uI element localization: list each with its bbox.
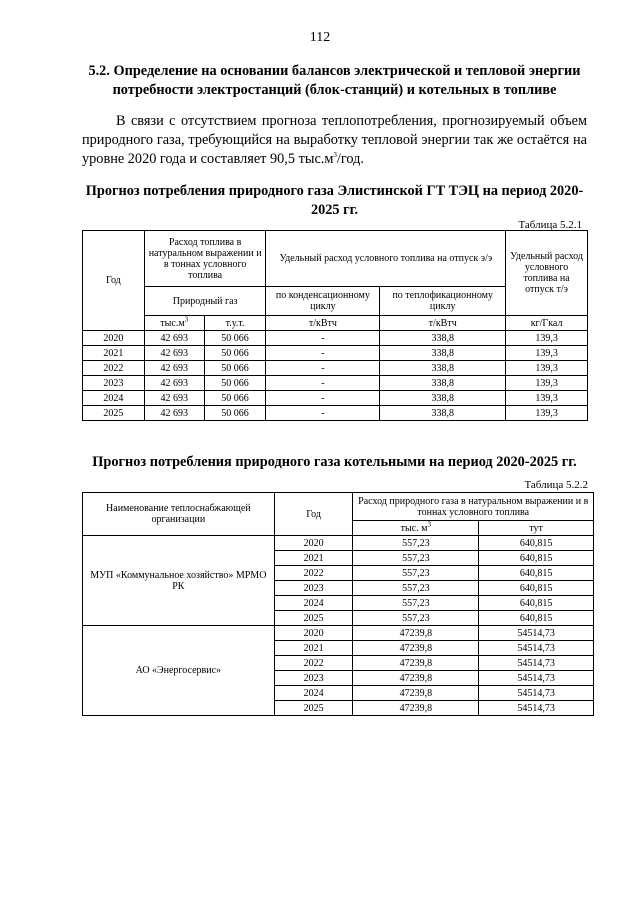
- cell-cond: -: [266, 346, 380, 361]
- cell-cond: -: [266, 406, 380, 421]
- cell-m3: 47239,8: [353, 641, 479, 656]
- cell-year: 2021: [274, 641, 353, 656]
- cell-tut: 640,815: [479, 536, 594, 551]
- cell-year: 2025: [83, 406, 145, 421]
- cell-m3: 557,23: [353, 611, 479, 626]
- cell-tut: 640,815: [479, 566, 594, 581]
- cell-tut: 50 066: [204, 361, 266, 376]
- header-specific-consumption: Удельный расход условного топлива на отпуск э/э: [266, 231, 506, 287]
- cell-gas: 42 693: [144, 346, 204, 361]
- cell-gas: 42 693: [144, 391, 204, 406]
- cell-tut: 50 066: [204, 406, 266, 421]
- unit-kwh-cond: т/кВтч: [266, 316, 380, 331]
- cell-tut: 54514,73: [479, 686, 594, 701]
- cell-year: 2022: [83, 361, 145, 376]
- cell-gas: 42 693: [144, 331, 204, 346]
- cell-m3: 47239,8: [353, 701, 479, 716]
- section-heading: 5.2. Определение на основании балансов электрической и тепловой энергии потребности электростанций (блок-станций) и котельных в топливе: [88, 63, 581, 98]
- header-org: Наименование теплоснабжающей организации: [83, 493, 275, 536]
- table-row: [83, 331, 588, 346]
- unit-gas-sup: 3: [184, 315, 189, 324]
- cell-cond: -: [266, 376, 380, 391]
- unit-gas: [144, 316, 204, 331]
- unit-tut: т.у.т.: [204, 316, 266, 331]
- cell-m3: 47239,8: [353, 626, 479, 641]
- cell-cogen: 338,8: [380, 406, 506, 421]
- table-row: [83, 391, 588, 406]
- unit-m3-base: тыс. м: [400, 522, 428, 534]
- table1-title: Прогноз потребления природного газа Элистинской ГТ ТЭЦ на период 2020-2025 гг.: [85, 183, 584, 218]
- org-name: АО «Энергосервис»: [83, 626, 275, 716]
- table-row: [83, 361, 588, 376]
- cell-tut: 640,815: [479, 581, 594, 596]
- cell-tut: 50 066: [204, 331, 266, 346]
- table2-caption: Таблица 5.2.2: [524, 479, 588, 491]
- cell-tut: 54514,73: [479, 626, 594, 641]
- cell-cond: -: [266, 361, 380, 376]
- cell-m3: 557,23: [353, 566, 479, 581]
- cell-heat: 139,3: [506, 406, 588, 421]
- cell-m3: 47239,8: [353, 656, 479, 671]
- cell-gas: 42 693: [144, 406, 204, 421]
- unit-kwh-cogen: т/кВтч: [380, 316, 506, 331]
- cell-m3: 557,23: [353, 596, 479, 611]
- table-row: [83, 626, 594, 641]
- cell-cogen: 338,8: [380, 361, 506, 376]
- header-year: Год: [83, 231, 145, 331]
- cell-tut: 640,815: [479, 551, 594, 566]
- cell-m3: 557,23: [353, 536, 479, 551]
- cell-tut: 640,815: [479, 611, 594, 626]
- table-row: [83, 406, 588, 421]
- cell-tut: 50 066: [204, 346, 266, 361]
- header-consumption: Расход природного газа в натуральном выражении и в тоннах условного топлива: [353, 493, 594, 521]
- cell-m3: 557,23: [353, 551, 479, 566]
- cell-cond: -: [266, 331, 380, 346]
- gas-forecast-table-tec: [82, 230, 588, 421]
- cell-tut: 54514,73: [479, 656, 594, 671]
- cell-gas: 42 693: [144, 361, 204, 376]
- unit-kg-gcal: кг/Гкал: [506, 316, 588, 331]
- cell-heat: 139,3: [506, 331, 588, 346]
- cell-year: 2020: [274, 626, 353, 641]
- cell-heat: 139,3: [506, 361, 588, 376]
- cell-year: 2024: [83, 391, 145, 406]
- cell-m3: 47239,8: [353, 671, 479, 686]
- paragraph-text: В связи с отсутствием прогноза теплопотребления, прогнозируемый объем природного газа, требующийся на выработку тепловой энергии так же остаётся на уровне 2020 года и составляет 90,5 тыс.м: [82, 113, 587, 167]
- unit-tut: тут: [479, 521, 594, 536]
- cell-tut: 54514,73: [479, 671, 594, 686]
- cell-m3: 47239,8: [353, 686, 479, 701]
- cell-cogen: 338,8: [380, 391, 506, 406]
- cell-tut: 54514,73: [479, 641, 594, 656]
- gas-forecast-table-boilers: [82, 492, 594, 716]
- cell-heat: 139,3: [506, 346, 588, 361]
- header-natural-gas: Природный газ: [144, 287, 266, 316]
- cell-year: 2024: [274, 596, 353, 611]
- table-row: [83, 376, 588, 391]
- org-name: МУП «Коммунальное хозяйство» МРМО РК: [83, 536, 275, 626]
- cell-tut: 640,815: [479, 596, 594, 611]
- cell-cond: -: [266, 391, 380, 406]
- unit-m3-sup: 3: [427, 520, 432, 529]
- cell-cogen: 338,8: [380, 331, 506, 346]
- unit-m3: [353, 521, 479, 536]
- header-condensation: по конденсационному циклу: [266, 287, 380, 316]
- unit-gas-base: тыс.м: [160, 317, 185, 329]
- cell-year: 2022: [274, 566, 353, 581]
- cell-year: 2023: [274, 671, 353, 686]
- cell-year: 2020: [274, 536, 353, 551]
- cell-cogen: 338,8: [380, 346, 506, 361]
- cell-m3: 557,23: [353, 581, 479, 596]
- cell-year: 2025: [274, 701, 353, 716]
- cell-year: 2021: [83, 346, 145, 361]
- cell-year: 2023: [274, 581, 353, 596]
- cell-tut: 54514,73: [479, 701, 594, 716]
- table1-caption: Таблица 5.2.1: [518, 219, 582, 231]
- header-year: Год: [274, 493, 353, 536]
- paragraph-sup: 3: [333, 151, 337, 160]
- table-row: [83, 346, 588, 361]
- cell-cogen: 338,8: [380, 376, 506, 391]
- cell-tut: 50 066: [204, 391, 266, 406]
- paragraph-tail: /год.: [336, 151, 364, 167]
- header-fuel-consumption: Расход топлива в натуральном выражении и в тоннах условного топлива: [144, 231, 266, 287]
- cell-year: 2023: [83, 376, 145, 391]
- cell-year: 2020: [83, 331, 145, 346]
- body-paragraph: [82, 112, 587, 169]
- cell-year: 2025: [274, 611, 353, 626]
- page-number: 112: [309, 30, 331, 45]
- header-specific-heat: Удельный расход условного топлива на отпуск т/э: [506, 231, 588, 316]
- cell-tut: 50 066: [204, 376, 266, 391]
- table-row: [83, 536, 594, 551]
- cell-gas: 42 693: [144, 376, 204, 391]
- cell-heat: 139,3: [506, 391, 588, 406]
- cell-heat: 139,3: [506, 376, 588, 391]
- cell-year: 2021: [274, 551, 353, 566]
- cell-year: 2024: [274, 686, 353, 701]
- cell-year: 2022: [274, 656, 353, 671]
- header-cogeneration: по теплофикационному циклу: [380, 287, 506, 316]
- table2-title: Прогноз потребления природного газа котельными на период 2020-2025 гг.: [92, 454, 577, 470]
